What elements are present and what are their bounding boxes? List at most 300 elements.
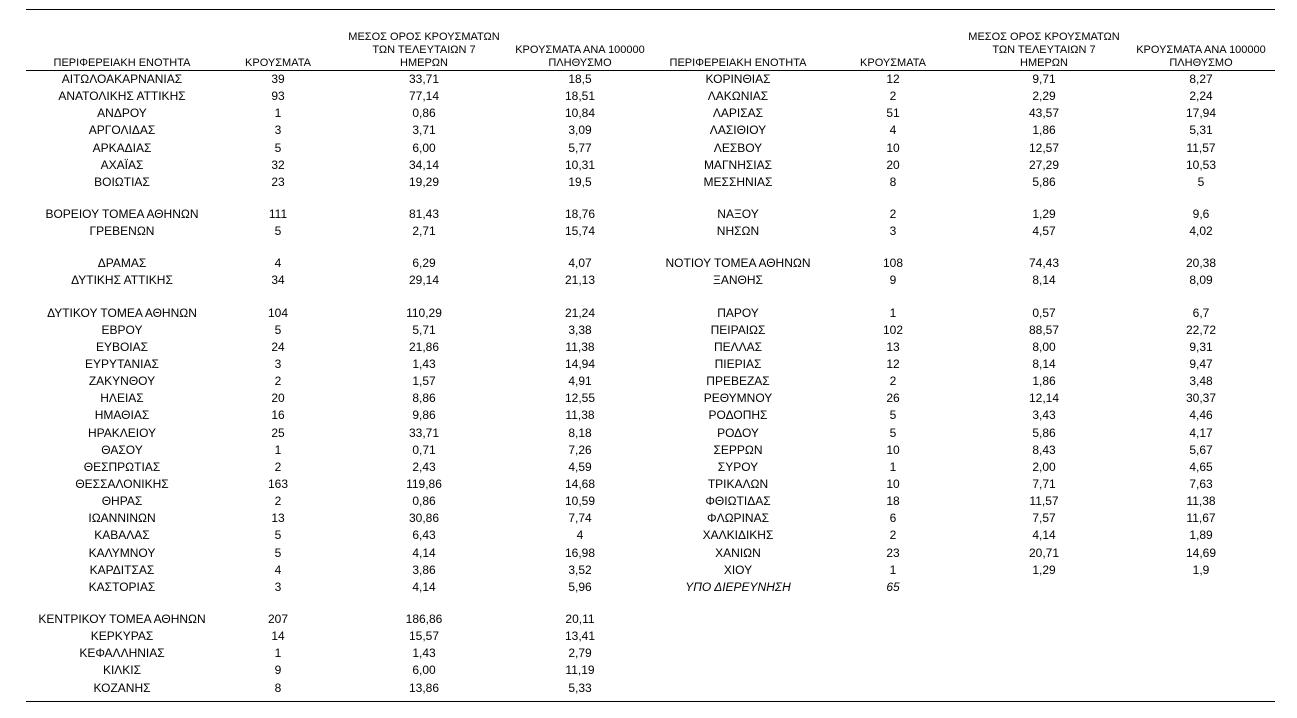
cell-avg7: 2,71 — [412, 224, 436, 239]
cell-region: ΣΕΡΡΩΝ — [713, 442, 763, 457]
table-row — [650, 579, 1274, 596]
col-header-cases: ΚΡΟΥΣΜΑΤΑ — [860, 57, 926, 69]
cell-per100k: 9,31 — [1189, 339, 1213, 354]
table-row — [650, 122, 1274, 139]
cell-avg7: 33,71 — [408, 425, 440, 440]
cell-cases: 13 — [271, 511, 285, 526]
cell-per100k: 11,19 — [565, 663, 595, 678]
cell-per100k: 5,31 — [1189, 123, 1213, 138]
cell-per100k — [510, 240, 650, 255]
cell-cases: 13 — [886, 339, 900, 354]
cell-avg7 — [960, 240, 1128, 255]
table-row — [650, 157, 1274, 174]
table-row — [650, 223, 1274, 240]
table-row — [26, 611, 650, 628]
cell-cases: 1 — [889, 305, 897, 320]
cell-avg7: 30,86 — [408, 511, 440, 526]
table-row — [26, 662, 650, 679]
cell-cases: 1 — [274, 646, 282, 661]
table-row — [26, 255, 650, 272]
cell-region: ΗΛΕΙΑΣ — [100, 391, 144, 406]
cell-avg7: 5,86 — [1032, 425, 1056, 440]
cell-per100k: 4,59 — [568, 459, 592, 474]
cell-per100k: 6,7 — [1192, 305, 1210, 320]
cell-cases: 8 — [274, 680, 282, 695]
cell-region: ΑΙΤΩΛΟΑΚΑΡΝΑΝΙΑΣ — [61, 72, 183, 87]
cell-avg7: 4,14 — [412, 579, 436, 594]
cell-per100k: 7,74 — [568, 511, 592, 526]
cell-per100k: 10,84 — [564, 106, 596, 121]
cell-avg7: 74,43 — [1028, 256, 1060, 271]
cell-region: ΠΡΕΒΕΖΑΣ — [706, 374, 770, 389]
table-row — [26, 223, 650, 240]
cell-region: ΛΑΚΩΝΙΑΣ — [707, 89, 769, 104]
cell-per100k — [1128, 579, 1274, 596]
table-row — [650, 510, 1274, 527]
cell-per100k: 9,47 — [1189, 357, 1213, 372]
cell-region: ΚΟΡΙΝΘΙΑΣ — [705, 72, 771, 87]
cell-per100k: 8,09 — [1189, 273, 1213, 288]
cell-cases: 5 — [274, 322, 282, 337]
cell-avg7: 12,14 — [1028, 391, 1060, 406]
spacer-row — [650, 191, 1274, 206]
cell-cases: 3 — [889, 224, 897, 239]
table-row — [650, 442, 1274, 459]
cell-region: ΛΕΣΒΟΥ — [713, 140, 763, 155]
cell-per100k: 5 — [1197, 174, 1205, 189]
cell-region: ΚΕΝΤΡΙΚΟΥ ΤΟΜΕΑ ΑΘΗΝΩΝ — [38, 612, 206, 626]
right-header-row — [650, 0, 1274, 71]
cell-avg7: 1,86 — [1032, 123, 1056, 138]
cell-per100k: 14,94 — [564, 357, 596, 372]
cell-region: ΝΗΣΩΝ — [716, 224, 760, 239]
table-row — [650, 88, 1274, 105]
cell-cases: 5 — [889, 425, 897, 440]
cell-region: ΘΑΣΟΥ — [101, 442, 143, 457]
cell-avg7 — [338, 191, 510, 206]
cell-region: ΑΧΑΪΑΣ — [100, 157, 144, 172]
table-row — [26, 322, 650, 339]
cell-avg7: 9,86 — [412, 408, 436, 423]
cell-per100k: 4,46 — [1189, 408, 1213, 423]
cell-cases — [218, 596, 338, 611]
cell-avg7: 4,14 — [1032, 528, 1056, 543]
cell-per100k: 21,24 — [564, 305, 596, 320]
cell-per100k: 8,18 — [568, 425, 592, 440]
cell-cases: 12 — [886, 72, 900, 87]
cell-region: ΜΑΓΝΗΣΙΑΣ — [703, 157, 773, 172]
cell-per100k: 16,98 — [564, 545, 596, 560]
cell-avg7: 21,86 — [408, 339, 440, 354]
table-row — [26, 545, 650, 562]
cell-avg7: 1,43 — [412, 646, 436, 661]
table-row — [650, 545, 1274, 562]
cell-cases: 24 — [271, 339, 285, 354]
cell-region: ΡΕΘΥΜΝΟΥ — [703, 391, 773, 406]
table-row — [26, 628, 650, 645]
col-header-region: ΠΕΡΙΦΕΡΕΙΑΚΗ ΕΝΟΤΗΤΑ — [53, 57, 191, 69]
cell-per100k: 4,65 — [1189, 459, 1213, 474]
left-header-row — [26, 0, 650, 71]
cell-region: ΚΙΛΚΙΣ — [102, 663, 142, 678]
cell-cases: 10 — [886, 477, 900, 492]
table-row — [26, 476, 650, 493]
cell-region — [26, 290, 218, 305]
cell-region: ΒΟΙΩΤΙΑΣ — [94, 174, 150, 189]
table-row — [650, 272, 1274, 289]
cell-per100k: 19,5 — [568, 174, 592, 189]
spacer-row — [26, 191, 650, 206]
left-table — [26, 0, 650, 697]
cell-per100k: 10,31 — [564, 157, 596, 172]
cell-per100k: 1,89 — [1189, 528, 1213, 543]
cell-avg7: 43,57 — [1028, 106, 1060, 121]
table-row — [650, 425, 1274, 442]
cell-per100k: 10,53 — [1185, 157, 1217, 172]
cell-cases: 12 — [886, 357, 900, 372]
cell-avg7: 4,57 — [1032, 224, 1056, 239]
cell-cases: 2 — [889, 374, 897, 389]
cell-per100k — [510, 596, 650, 611]
cell-per100k: 11,38 — [565, 408, 595, 423]
cell-cases: 3 — [274, 579, 282, 594]
cell-avg7: 8,00 — [1032, 339, 1056, 354]
cell-region: ΔΡΑΜΑΣ — [97, 256, 147, 271]
table-row — [26, 425, 650, 442]
spacer-row — [26, 240, 650, 255]
cell-per100k: 4,91 — [568, 374, 592, 389]
table-row — [26, 339, 650, 356]
col-header-cases: ΚΡΟΥΣΜΑΤΑ — [245, 57, 311, 69]
cell-cases — [218, 290, 338, 305]
cell-per100k: 21,13 — [564, 273, 596, 288]
cell-avg7: 11,57 — [1029, 494, 1059, 509]
cell-cases: 5 — [274, 224, 282, 239]
cell-per100k — [510, 290, 650, 305]
cell-region: ΚΑΣΤΟΡΙΑΣ — [88, 579, 156, 594]
table-row — [650, 339, 1274, 356]
cell-cases: 39 — [271, 72, 285, 87]
cell-cases — [826, 290, 960, 305]
cell-region: ΦΛΩΡΙΝΑΣ — [707, 511, 769, 526]
cell-avg7: 0,86 — [412, 106, 436, 121]
cell-per100k — [1128, 290, 1274, 305]
cell-per100k: 15,74 — [564, 224, 596, 239]
cell-per100k: 30,37 — [1185, 391, 1217, 406]
cell-avg7: 2,29 — [1032, 89, 1056, 104]
table-row — [650, 373, 1274, 390]
cell-avg7: 8,43 — [1032, 442, 1056, 457]
cell-cases: 4 — [274, 256, 282, 271]
cell-cases: 1 — [889, 562, 897, 577]
cell-region: ΗΡΑΚΛΕΙΟΥ — [87, 425, 157, 440]
cell-region: ΚΕΡΚΥΡΑΣ — [90, 629, 154, 644]
cell-cases: 5 — [274, 140, 282, 155]
cell-avg7: 186,86 — [405, 612, 443, 626]
cell-region — [650, 290, 826, 305]
cell-cases: 20 — [271, 391, 285, 406]
cell-avg7: 77,14 — [408, 89, 440, 104]
cell-cases: 9 — [889, 273, 897, 288]
cell-cases: 111 — [268, 207, 288, 222]
cell-cases: 8 — [889, 174, 897, 189]
cell-region: ΡΟΔΟΥ — [717, 425, 759, 440]
table-row — [26, 174, 650, 191]
table-row — [650, 562, 1274, 579]
col-header-per100k: ΚΡΟΥΣΜΑΤΑ ΑΝΑ 100000 ΠΛΗΘΥΣΜΟ — [1136, 44, 1266, 69]
cell-avg7: 2,43 — [412, 459, 436, 474]
table-row — [26, 206, 650, 223]
cell-per100k: 1,9 — [1192, 562, 1210, 577]
cell-avg7: 9,71 — [1032, 72, 1056, 87]
right-table — [650, 0, 1274, 596]
cell-cases: 25 — [271, 425, 285, 440]
cell-per100k: 14,68 — [564, 477, 596, 492]
cell-cases — [218, 240, 338, 255]
cell-avg7: 110,29 — [406, 305, 442, 320]
cell-region: ΛΑΡΙΣΑΣ — [712, 106, 764, 121]
cell-region — [26, 191, 218, 206]
cell-per100k: 17,94 — [1185, 106, 1217, 121]
cell-cases: 9 — [274, 663, 282, 678]
cell-avg7: 81,43 — [408, 207, 440, 222]
table-row — [26, 140, 650, 157]
table-row — [26, 493, 650, 510]
bottom-rule — [26, 701, 1275, 702]
cell-cases: 32 — [271, 157, 285, 172]
right-table-body — [650, 71, 1274, 596]
cell-avg7 — [338, 290, 510, 305]
cell-cases: 2 — [889, 207, 897, 222]
cell-per100k: 20,11 — [565, 612, 595, 626]
cell-region: ΕΥΡΥΤΑΝΙΑΣ — [85, 357, 159, 372]
cell-avg7 — [338, 596, 510, 611]
cell-region: ΧΑΛΚΙΔΙΚΗΣ — [702, 528, 774, 543]
cell-cases: 14 — [271, 629, 285, 644]
cell-per100k: 7,63 — [1189, 477, 1213, 492]
cell-cases: 3 — [274, 123, 282, 138]
cell-region: ΚΟΖΑΝΗΣ — [93, 680, 151, 695]
cell-region: ΜΕΣΣΗΝΙΑΣ — [703, 174, 773, 189]
table-row — [650, 322, 1274, 339]
cell-per100k — [1128, 191, 1274, 206]
col-header-avg7: ΜΕΣΟΣ ΟΡΟΣ ΚΡΟΥΣΜΑΤΩΝ ΤΩΝ ΤΕΛΕΥΤΑΙΩΝ 7 ΗΜΕΡΩΝ — [968, 31, 1120, 69]
cell-region: ΗΜΑΘΙΑΣ — [94, 408, 150, 423]
cell-cases: 4 — [889, 123, 897, 138]
cell-region: ΔΥΤΙΚΟΥ ΤΟΜΕΑ ΑΘΗΝΩΝ — [47, 305, 197, 320]
cell-per100k: 5,33 — [568, 680, 592, 695]
cell-cases: 51 — [886, 106, 900, 121]
cell-avg7: 13,86 — [408, 680, 440, 695]
cell-per100k: 22,72 — [1185, 322, 1217, 337]
cell-per100k: 13,41 — [564, 629, 596, 644]
cell-per100k — [510, 191, 650, 206]
left-table-body — [26, 71, 650, 697]
table-row — [26, 527, 650, 544]
cell-region: ΦΘΙΩΤΙΔΑΣ — [705, 494, 771, 509]
cell-cases: 2 — [274, 459, 282, 474]
table-row — [650, 174, 1274, 191]
cell-cases: 1 — [274, 442, 282, 457]
table-row — [26, 645, 650, 662]
cell-cases: 93 — [271, 89, 285, 104]
cell-cases: 108 — [882, 256, 904, 271]
cell-per100k: 5,67 — [1189, 442, 1213, 457]
cell-avg7: 6,00 — [412, 140, 436, 155]
cell-region: ΥΠΟ ΔΙΕΡΕΥΝΗΣΗ — [685, 579, 791, 594]
cell-region: ΠΕΛΛΑΣ — [713, 339, 763, 354]
cell-cases: 16 — [271, 408, 285, 423]
cell-avg7: 15,57 — [408, 629, 440, 644]
cell-region: ΑΝΔΡΟΥ — [97, 106, 147, 121]
cell-region: ΠΕΙΡΑΙΩΣ — [710, 322, 766, 337]
cell-region: ΛΑΣΙΘΙΟΥ — [709, 123, 767, 138]
cell-per100k: 11,38 — [565, 339, 595, 354]
cell-avg7: 6,00 — [412, 663, 436, 678]
cell-avg7: 8,14 — [1032, 357, 1056, 372]
cell-region: ΒΟΡΕΙΟΥ ΤΟΜΕΑ ΑΘΗΝΩΝ — [45, 207, 199, 222]
table-row — [650, 527, 1274, 544]
cell-per100k: 18,76 — [564, 207, 596, 222]
cell-region: ΧΑΝΙΩΝ — [715, 545, 761, 560]
cell-avg7 — [960, 290, 1128, 305]
cell-cases: 23 — [271, 174, 285, 189]
cell-avg7: 0,57 — [1032, 305, 1056, 320]
cell-avg7: 3,71 — [412, 123, 436, 138]
cell-cases: 26 — [886, 391, 900, 406]
cell-avg7: 0,71 — [412, 442, 436, 457]
cell-avg7: 29,14 — [408, 273, 440, 288]
cell-avg7: 1,86 — [1032, 374, 1056, 389]
cell-per100k: 3,52 — [568, 562, 592, 577]
cell-region: ΑΡΓΟΛΙΔΑΣ — [88, 123, 156, 138]
cell-per100k: 2,24 — [1189, 89, 1213, 104]
cell-cases: 104 — [267, 305, 289, 320]
cell-cases: 34 — [271, 273, 285, 288]
cell-per100k: 8,27 — [1189, 72, 1213, 87]
cell-region: ΤΡΙΚΑΛΩΝ — [707, 477, 769, 492]
cell-per100k: 11,38 — [1186, 494, 1216, 509]
cell-cases: 1 — [889, 459, 897, 474]
table-row — [26, 390, 650, 407]
table-row — [650, 459, 1274, 476]
cell-avg7 — [960, 579, 1128, 596]
cell-cases: 2 — [889, 89, 897, 104]
cell-region: ΕΥΒΟΙΑΣ — [95, 339, 149, 354]
spacer-row — [650, 290, 1274, 305]
table-row — [26, 157, 650, 174]
cell-avg7: 34,14 — [408, 157, 440, 172]
cell-avg7: 7,71 — [1032, 477, 1056, 492]
cell-cases: 65 — [886, 579, 900, 594]
cell-per100k: 14,69 — [1185, 545, 1217, 560]
cell-per100k: 2,79 — [568, 646, 592, 661]
cell-region: ΑΝΑΤΟΛΙΚΗΣ ΑΤΤΙΚΗΣ — [58, 89, 186, 104]
cell-per100k: 18,5 — [568, 72, 592, 87]
cell-avg7: 7,57 — [1032, 511, 1056, 526]
cell-avg7: 1,29 — [1032, 207, 1056, 222]
cell-avg7: 88,57 — [1028, 322, 1060, 337]
spacer-row — [26, 290, 650, 305]
table-row — [650, 305, 1274, 322]
col-header-per100k: ΚΡΟΥΣΜΑΤΑ ΑΝΑ 100000 ΠΛΗΘΥΣΜΟ — [515, 44, 645, 69]
cell-per100k: 3,48 — [1189, 374, 1213, 389]
table-row — [650, 140, 1274, 157]
table-row — [26, 579, 650, 596]
cell-cases: 10 — [886, 140, 900, 155]
cell-region: ΡΟΔΟΠΗΣ — [708, 408, 768, 423]
cell-cases — [218, 191, 338, 206]
cell-avg7: 6,29 — [412, 256, 436, 271]
cell-region — [650, 240, 826, 255]
cell-cases: 1 — [274, 106, 282, 121]
cell-cases: 5 — [274, 528, 282, 543]
cell-region: ΖΑΚΥΝΘΟΥ — [88, 374, 156, 389]
table-row — [26, 459, 650, 476]
cell-per100k: 3,09 — [568, 123, 592, 138]
table-row — [26, 105, 650, 122]
cell-avg7: 1,57 — [412, 374, 436, 389]
cell-avg7: 6,43 — [412, 528, 436, 543]
cell-cases: 6 — [889, 511, 897, 526]
cell-avg7: 4,14 — [412, 545, 436, 560]
cell-per100k — [1128, 240, 1274, 255]
table-row — [26, 442, 650, 459]
table-row — [26, 122, 650, 139]
cell-avg7 — [960, 191, 1128, 206]
cell-per100k: 3,38 — [568, 322, 592, 337]
cell-region: ΑΡΚΑΔΙΑΣ — [92, 140, 152, 155]
cell-per100k: 4,17 — [1189, 425, 1213, 440]
cell-region: ΘΗΡΑΣ — [101, 494, 143, 509]
cell-cases: 163 — [267, 477, 289, 492]
cell-cases: 102 — [882, 322, 904, 337]
table-row — [650, 255, 1274, 272]
cell-region: ΓΡΕΒΕΝΩΝ — [89, 224, 155, 239]
cell-region: ΣΥΡΟΥ — [717, 459, 759, 474]
cell-region: ΔΥΤΙΚΗΣ ΑΤΤΙΚΗΣ — [71, 273, 173, 288]
cell-region: ΠΑΡΟΥ — [717, 305, 759, 320]
cell-avg7: 0,86 — [412, 494, 436, 509]
table-row — [650, 493, 1274, 510]
cell-avg7: 8,14 — [1032, 273, 1056, 288]
table-row — [650, 476, 1274, 493]
cell-avg7: 5,86 — [1032, 174, 1056, 189]
table-row — [26, 510, 650, 527]
table-row — [26, 71, 650, 88]
cell-region — [26, 596, 218, 611]
table-row — [650, 206, 1274, 223]
cell-cases — [826, 191, 960, 206]
col-header-avg7: ΜΕΣΟΣ ΟΡΟΣ ΚΡΟΥΣΜΑΤΩΝ ΤΩΝ ΤΕΛΕΥΤΑΙΩΝ 7 ΗΜΕΡΩΝ — [348, 31, 500, 69]
cell-cases: 23 — [886, 545, 900, 560]
cell-region — [650, 191, 826, 206]
cell-avg7: 8,86 — [412, 391, 436, 406]
cell-avg7: 1,29 — [1032, 562, 1056, 577]
cell-cases: 5 — [889, 408, 897, 423]
cell-avg7: 5,71 — [412, 322, 436, 337]
cell-per100k: 9,6 — [1192, 207, 1210, 222]
table-row — [650, 407, 1274, 424]
cell-region — [26, 240, 218, 255]
cell-avg7: 3,86 — [412, 562, 436, 577]
cell-cases: 5 — [274, 545, 282, 560]
cell-cases: 2 — [274, 494, 282, 509]
cell-region: ΞΑΝΘΗΣ — [713, 273, 763, 288]
cell-avg7: 3,43 — [1032, 408, 1056, 423]
cell-avg7: 12,57 — [1028, 140, 1060, 155]
cell-avg7: 27,29 — [1028, 157, 1060, 172]
